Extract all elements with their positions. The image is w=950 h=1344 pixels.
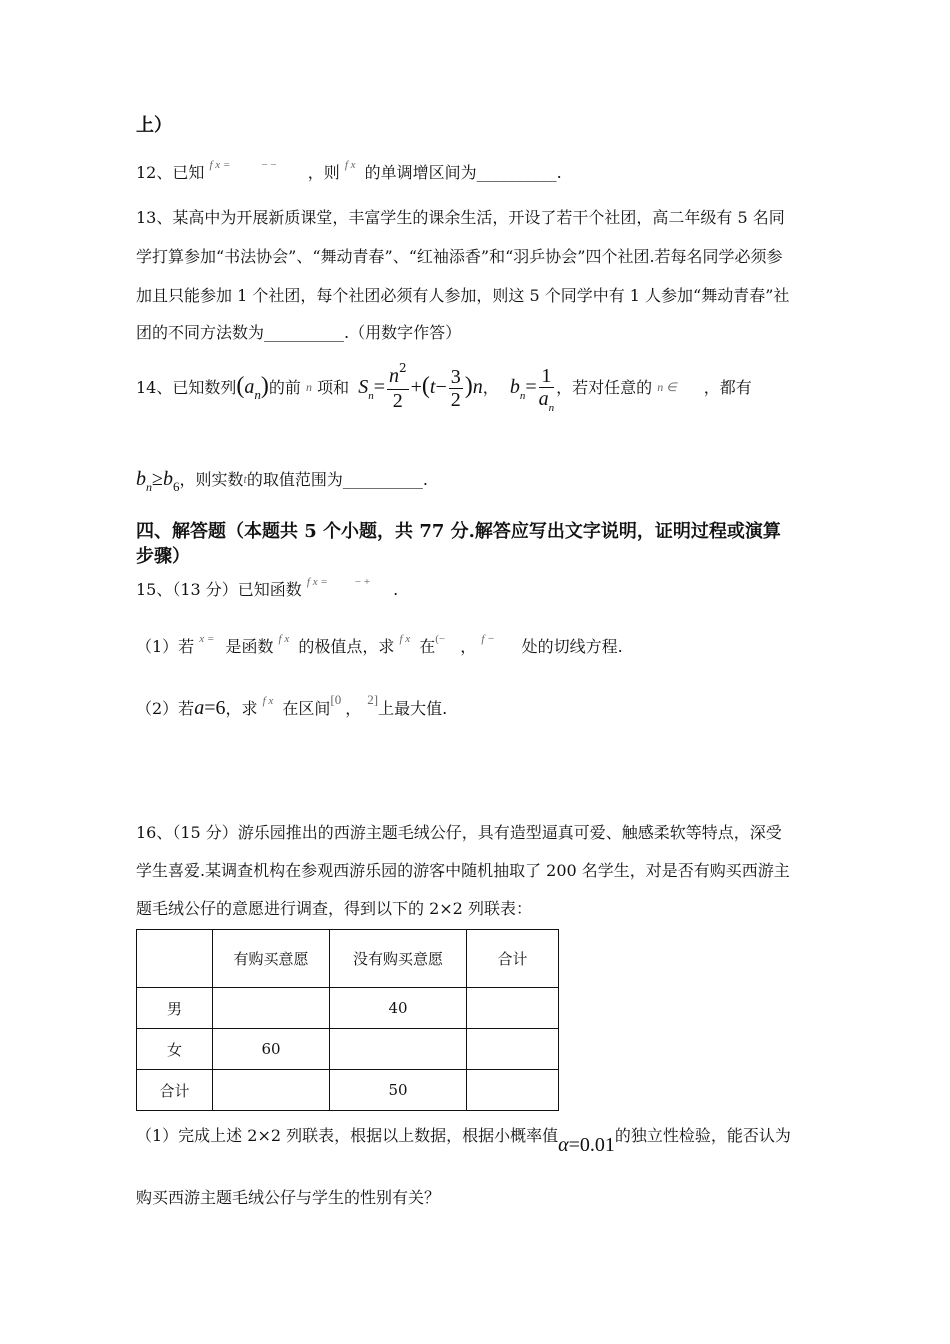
q12-label: 12、已知 xyxy=(136,163,205,182)
q14-frac-n2-over-2: $\frac{n^2}{2}$ xyxy=(388,361,407,412)
q14-real: ，则实数 xyxy=(179,470,244,489)
q14-all: ，都有 xyxy=(703,378,752,397)
table-header-cell: 合计 xyxy=(467,930,559,988)
table-row xyxy=(137,1070,559,1111)
q14-sum: 项和 xyxy=(317,378,350,397)
q15-1-label: （1）若 xyxy=(136,637,195,656)
table-cell: 男 xyxy=(137,988,213,1029)
q12-function-faint: f x = xyxy=(209,159,231,171)
question-13-line-2: 学打算参加“书法协会”、“舞动青春”、“红袖添香”和“羽乒协会”四个社团.若每名同学必须参 xyxy=(136,247,783,266)
q12-ask: 的单调增区间为__________. xyxy=(364,163,562,182)
table-cell xyxy=(213,1070,330,1111)
question-16-line-3: 题毛绒公仔的意愿进行调查，得到以下的 2×2 列联表： xyxy=(136,899,532,918)
q12-function-faint-ops: − − xyxy=(261,159,277,171)
q14-first: 的前 xyxy=(268,378,301,397)
question-13-line-3: 加且只能参加 1 个社团，每个社团必须有人参加，则这 5 个同学中有 1 人参加“舞动青春”社 xyxy=(136,286,790,305)
table-cell xyxy=(330,1029,467,1070)
q15-label: 15、（13 分）已知函数 xyxy=(136,580,302,599)
q14-b: b xyxy=(509,376,520,398)
table-header-cell xyxy=(137,930,213,988)
table-row xyxy=(137,988,559,1029)
table-cell: 40 xyxy=(330,988,467,1029)
table-header-row xyxy=(137,930,559,988)
q15-2-label: （2）若 xyxy=(136,699,195,718)
table-header-cell: 没有购买意愿 xyxy=(330,930,467,988)
question-13-line-4: 团的不同方法数为__________.（用数字作答） xyxy=(136,323,462,342)
q16-alpha: α xyxy=(558,1134,569,1156)
table-cell xyxy=(467,988,559,1029)
question-14-line-1: 14、已知数列$(a_n)$的前 n 项和 $S_n=$ $\frac{n^2}{2}$ +(t− $\frac{3}{2}$ )n， $b_n=$ $\frac{1}{a_n}$ ，若对任意的 n ∈ ，都有 xyxy=(136,361,752,414)
question-16-line-1: 16、（15 分）游乐园推出的西游主题毛绒公仔，具有造型逼真可爱、触感柔软等特点，深受 xyxy=(136,823,782,842)
q14-n-in-faint: n ∈ xyxy=(657,380,677,394)
q12-function-faint-2: f x xyxy=(344,159,356,171)
q14-seq-a: a xyxy=(244,376,255,398)
contingency-table xyxy=(136,929,559,1111)
q14-n-factor: n xyxy=(472,376,483,398)
q16-1-text: （1）完成上述 2×2 列联表，根据以上数据，根据小概率值 xyxy=(136,1126,559,1145)
q15-function-faint: f x = xyxy=(306,576,328,588)
table-cell: 60 xyxy=(213,1029,330,1070)
q14-n-faint: n xyxy=(305,380,312,394)
q12-then: ，则 xyxy=(307,163,340,182)
table-cell: 合计 xyxy=(137,1070,213,1111)
q14-geq: ≥ xyxy=(152,468,163,490)
q14-bn: b xyxy=(136,468,146,490)
q15-function-ops-faint: − + xyxy=(354,576,371,588)
question-14-line-2: $b_n\ge b_6$，则实数t的取值范围为__________. xyxy=(136,468,428,494)
question-13-line-1: 13、某高中为开展新质课堂，丰富学生的课余生活，开设了若干个社团，高二年级有 5 名同 xyxy=(136,208,785,227)
q14-if: ，若对任意的 xyxy=(556,378,653,397)
section-4-heading-line-2: 步骤） xyxy=(136,546,190,567)
q14-range: 的取值范围为__________. xyxy=(246,470,428,489)
q14-seq-n: n xyxy=(254,387,261,402)
question-12 xyxy=(136,159,562,185)
q14-frac-1-over-an: $\frac{1}{a_n}$ xyxy=(538,364,555,414)
q14-b6: b xyxy=(162,468,173,490)
question-15-part-2: （2）若a=6，求 $^{f x}$ 在区间$^{[0}$ ， $^{2]}$上最大值. xyxy=(136,692,448,719)
q14-label: 14、已知数列 xyxy=(136,378,237,397)
q14-S: S xyxy=(358,376,369,398)
table-cell xyxy=(467,1029,559,1070)
table-cell xyxy=(213,988,330,1029)
table-cell xyxy=(467,1070,559,1111)
q15-1-x-faint: x = xyxy=(199,633,215,645)
table-row xyxy=(137,1029,559,1070)
q14-plus: + xyxy=(410,376,422,398)
question-16-line-5: 购买西游主题毛绒公仔与学生的性别有关？ xyxy=(136,1188,441,1207)
question-15: 15、（13 分）已知函数 $^{f x =}$ − + . xyxy=(136,576,399,599)
question-16-line-2: 学生喜爱.某调查机构在参观西游乐园的游客中随机抽取了 200 名学生，对是否有购买西游主 xyxy=(136,861,790,880)
q14-eq: = xyxy=(373,376,385,398)
table-cell: 女 xyxy=(137,1029,213,1070)
q14-t: t xyxy=(429,376,436,398)
q14-frac-3-over-2: $\frac{3}{2}$ xyxy=(450,366,461,411)
section-4-heading-line-1: 四、解答题（本题共 5 个小题，共 77 分.解答应写出文字说明，证明过程或演算 xyxy=(136,521,781,542)
table-cell: 50 xyxy=(330,1070,467,1111)
table-header-cell: 有购买意愿 xyxy=(213,930,330,988)
question-15-part-1: （1）若 $^{x =}$ 是函数 $^{f x}$ 的极值点，求 $^{f x}$ 在(− ， $^{f -}$ 处的切线方程. xyxy=(136,633,623,656)
continuation-text: 上） xyxy=(136,115,172,136)
question-16-part-1: （1）完成上述 2×2 列联表，根据以上数据，根据小概率值α=0.01的独立性检验，能否认为 xyxy=(136,1126,791,1156)
